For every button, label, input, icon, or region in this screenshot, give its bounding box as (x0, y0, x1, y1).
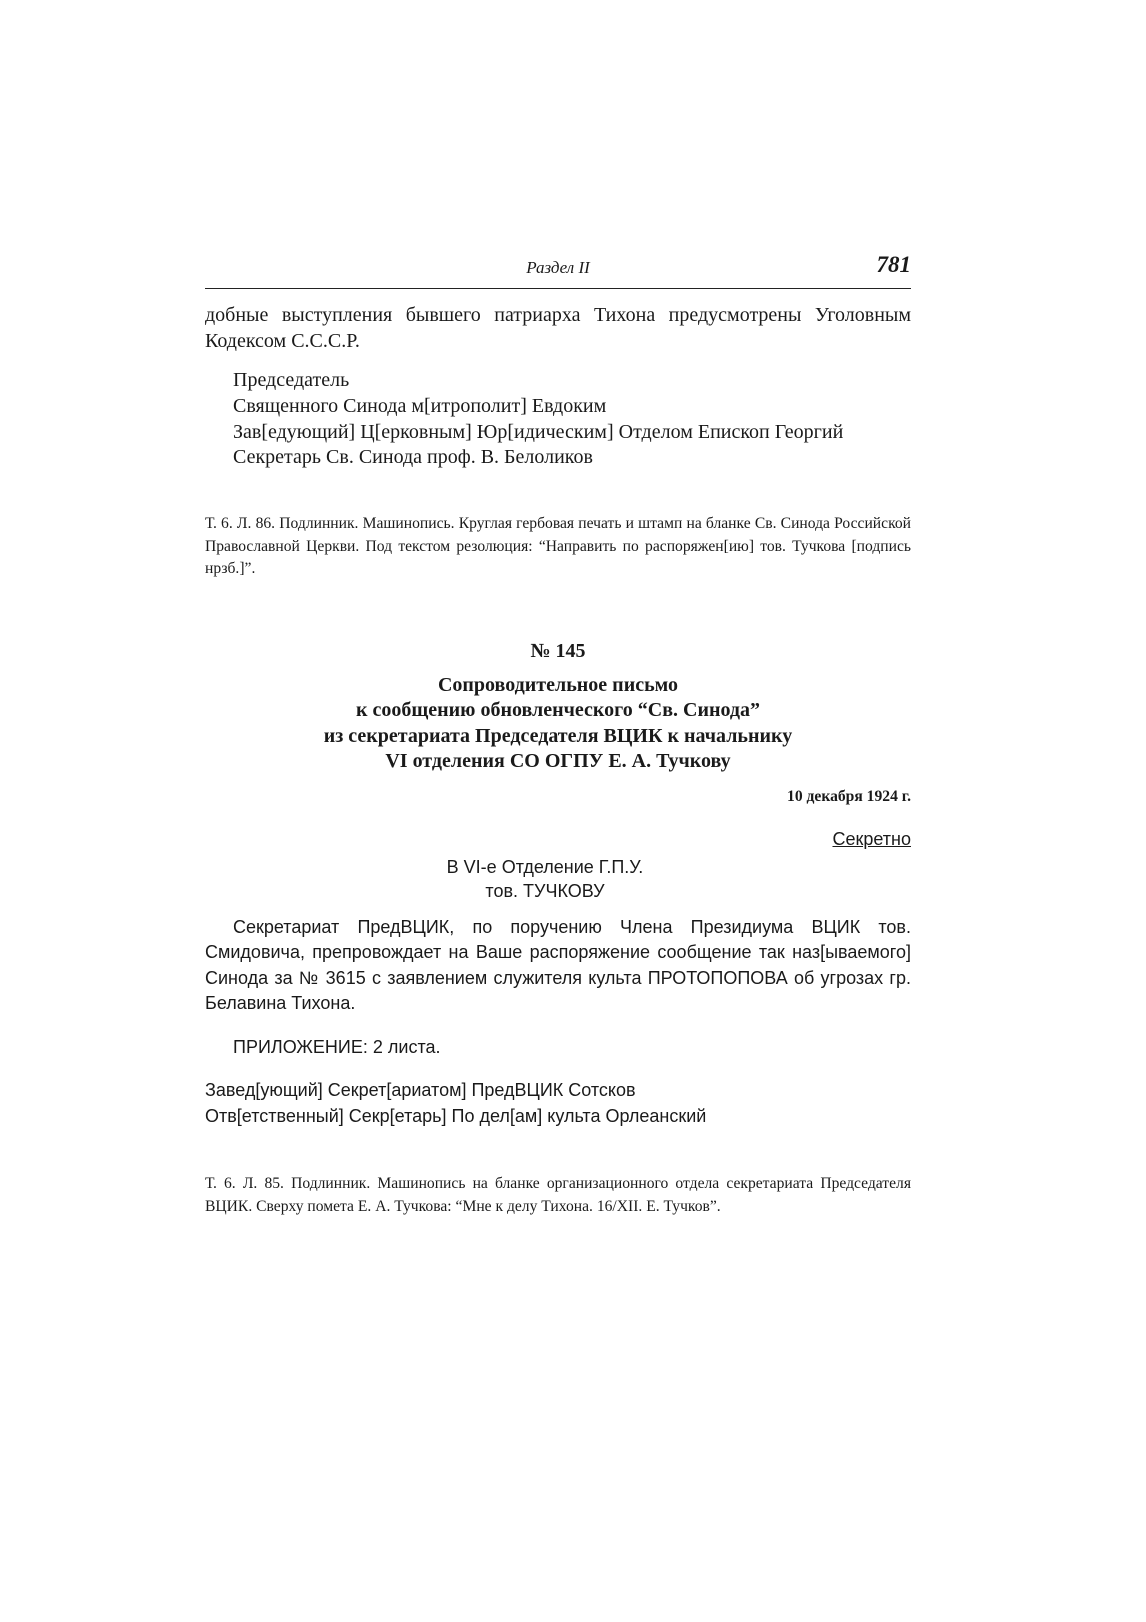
addressee-block (405, 855, 685, 903)
document-title (205, 673, 911, 775)
title-line: VI отделения СО ОГПУ Е. А. Тучкову (385, 750, 731, 773)
continuation-paragraph: добные выступления бывшего патриарха Тихона предусмотрены Уголовным Кодексом С.С.С.Р. (205, 304, 911, 352)
signature-line: Секретарь Св. Синода проф. В. Белоликов (233, 446, 593, 469)
archival-note-2: Т. 6. Л. 85. Подлинник. Машинопись на бланке организационного отдела секретариата Председателя ВЦИК. Сверху помета Е. А. Тучкова: “Мне к делу Тихона. 16/XII. Е. Тучков”. (205, 1175, 911, 1215)
book-page (205, 250, 911, 1234)
signature-line: Священного Синода м[итрополит] Евдоким (233, 394, 607, 417)
title-line: из секретариата Председателя ВЦИК к начальнику (323, 724, 793, 747)
archival-note-1: Т. 6. Л. 86. Подлинник. Машинопись. Круглая гербовая печать и штамп на бланке Св. Синода Российской Православной Церкви. Под текстом резолюция: “Направить по распоряжен[ию] тов. Тучкова [подпись нрзб.]”. (205, 515, 911, 578)
document-date: 10 декабря 1924 г. (787, 787, 911, 805)
running-header (205, 250, 911, 289)
signature-line: Председатель (233, 369, 350, 391)
letter-body: Секретариат ПредВЦИК, по поручению Члена Президиума ВЦИК тов. Смидовича, препровождает на Ваше распоряжение сообщение так наз[ываемого] Синода за № 3615 с заявлением служителя культа ПРОТОПОПОВА об угрозах гр. Белавина Тихона. (205, 916, 911, 1014)
synod-signatures (205, 368, 911, 471)
address-line: тов. ТУЧКОВУ (485, 880, 605, 901)
attachment-line: ПРИЛОЖЕНИЕ: 2 листа. (233, 1036, 441, 1057)
signer-line: Завед[ующий] Секрет[ариатом] ПредВЦИК Сотсков (205, 1080, 636, 1101)
document-number: № 145 (530, 639, 586, 662)
classification-mark: Секретно (832, 828, 911, 849)
title-line: к сообщению обновленческого “Св. Синода” (355, 699, 761, 722)
address-line: В VI-е Отделение Г.П.У. (446, 856, 644, 877)
page-number: 781 (876, 252, 911, 277)
letter-signers (205, 1078, 911, 1129)
title-line: Сопроводительное письмо (437, 673, 679, 696)
signer-line: Отв[етственный] Секр[етарь] По дел[ам] культа Орлеанский (205, 1105, 707, 1126)
signature-line: Зав[едующий] Ц[ерковным] Юр[идическим] Отделом Епископ Георгий (233, 420, 844, 443)
section-title: Раздел II (526, 258, 590, 277)
